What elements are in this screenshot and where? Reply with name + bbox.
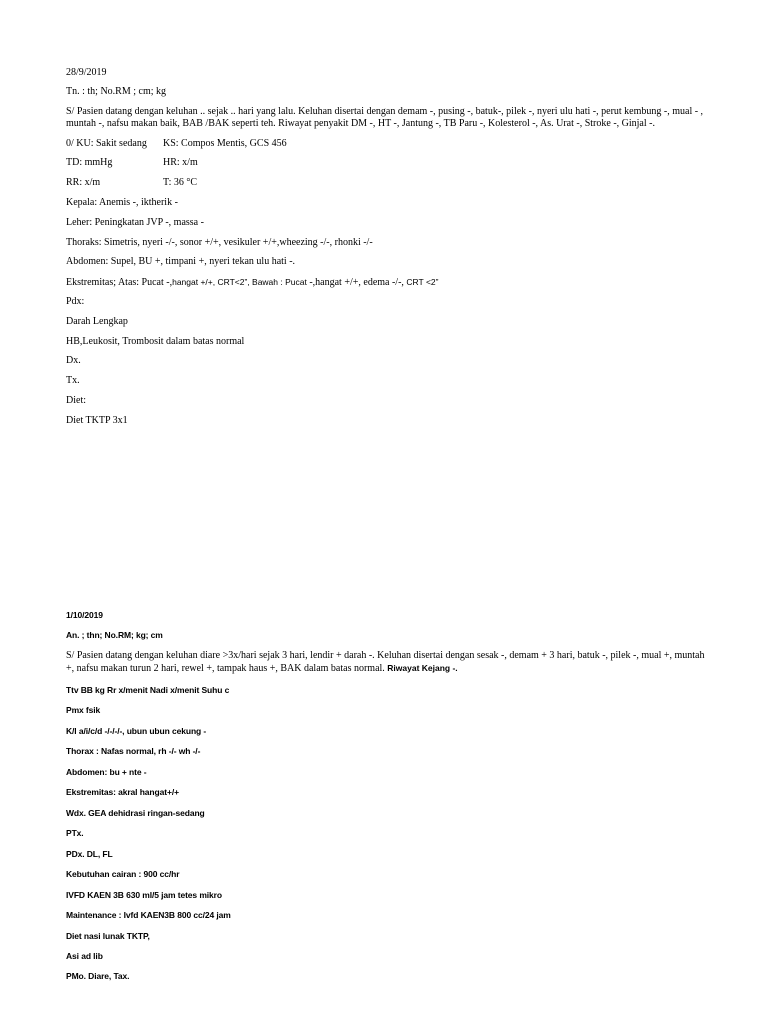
note2-ttv: Ttv BB kg Rr x/menit Nadi x/menit Suhu c (66, 685, 230, 695)
note2-asi: Asi ad lib (66, 951, 103, 961)
note2-kebutuhan: Kebutuhan cairan : 900 cc/hr (66, 869, 180, 879)
note2-thorax: Thorax : Nafas normal, rh -/- wh -/- (66, 746, 201, 756)
note1-diet: Diet TKTP 3x1 (66, 415, 128, 426)
note1-tx: Tx. (66, 375, 80, 386)
note2-subjective (66, 650, 706, 675)
note1-temp: T: 36 °C (163, 177, 198, 188)
note1-subjective: S/ Pasien datang dengan keluhan .. sejak .. hari yang lalu. Keluhan disertai dengan demam -, pusing -, batuk-, pilek -, nyeri ulu hati -, perut kembung -, mual - , muntah -, nafsu makan baik, BAB /BAK seperti teh. Riwayat penyakit DM -, HT -, Jantung -, TB Paru -, Kolesterol -, As. Urat -, Stroke -, Ginjal -. (66, 106, 704, 129)
note1-ks: KS: Compos Mentis, GCS 456 (163, 138, 287, 149)
ekstremitas-part-a: Ekstremitas; Atas: Pucat -, (66, 277, 173, 288)
note2-ekstremitas: Ekstremitas: akral hangat+/+ (66, 787, 179, 797)
note2-abdomen: Abdomen: bu + nte - (66, 767, 147, 777)
note1-hb: HB,Leukosit, Trombosit dalam batas normal (66, 336, 245, 347)
note1-diet-label: Diet: (66, 395, 86, 406)
note1-leher: Leher: Peningkatan JVP -, massa - (66, 217, 204, 228)
note1-darah: Darah Lengkap (66, 316, 128, 327)
ekstremitas-part-b: hangat +/+, CRT<2”, Bawah : Pucat (172, 277, 307, 287)
note2-patient: An. ; thn; No.RM; kg; cm (66, 630, 163, 640)
note1-td: TD: mmHg (66, 157, 113, 168)
note2-diet: Diet nasi lunak TKTP, (66, 931, 150, 941)
note2-klaicd: K/l a/i/c/d -/-/-/-, ubun ubun cekung - (66, 726, 207, 736)
note2-maintenance: Maintenance : Ivfd KAEN3B 800 cc/24 jam (66, 910, 231, 920)
ekstremitas-part-d: CRT <2” (406, 277, 439, 287)
note1-kepala: Kepala: Anemis -, iktherik - (66, 197, 178, 208)
note2-pdx: PDx. DL, FL (66, 849, 113, 859)
note2-ptx: PTx. (66, 828, 84, 838)
note1-abdomen: Abdomen: Supel, BU +, timpani +, nyeri tekan ulu hati -. (66, 256, 296, 267)
note1-hr: HR: x/m (163, 157, 198, 168)
note1-dx: Dx. (66, 355, 81, 366)
note2-date: 1/10/2019 (66, 610, 103, 620)
ekstremitas-part-c: -,hangat +/+, edema -/-, (306, 277, 407, 288)
note2-pmo: PMo. Diare, Tax. (66, 971, 130, 981)
note2-ivfd: IVFD KAEN 3B 630 ml/5 jam tetes mikro (66, 890, 222, 900)
note1-pdx: Pdx: (66, 296, 85, 307)
note2-wdx: Wdx. GEA dehidrasi ringan-sedang (66, 808, 205, 818)
note2-pmx: Pmx fsik (66, 705, 101, 715)
note1-rr: RR: x/m (66, 177, 101, 188)
note2-riwayat-kejang: Riwayat Kejang -. (387, 663, 458, 673)
note1-patient: Tn. : th; No.RM ; cm; kg (66, 86, 166, 97)
note1-date: 28/9/2019 (66, 67, 107, 78)
note1-ekstremitas (66, 276, 438, 289)
note1-ku: 0/ KU: Sakit sedang (66, 138, 147, 149)
note2-subjective-main: S/ Pasien datang dengan keluhan diare >3x/hari sejak 3 hari, lendir + darah -. Keluhan disertai dengan sesak -, demam + 3 hari, batuk -, pilek -, mual +, muntah +, nafsu makan turun 2 hari, rewel +, tampak haus +, BAK dalam batas normal. (66, 650, 705, 674)
note1-thoraks: Thoraks: Simetris, nyeri -/-, sonor +/+, vesikuler +/+,wheezing -/-, rhonki -/- (66, 237, 373, 248)
